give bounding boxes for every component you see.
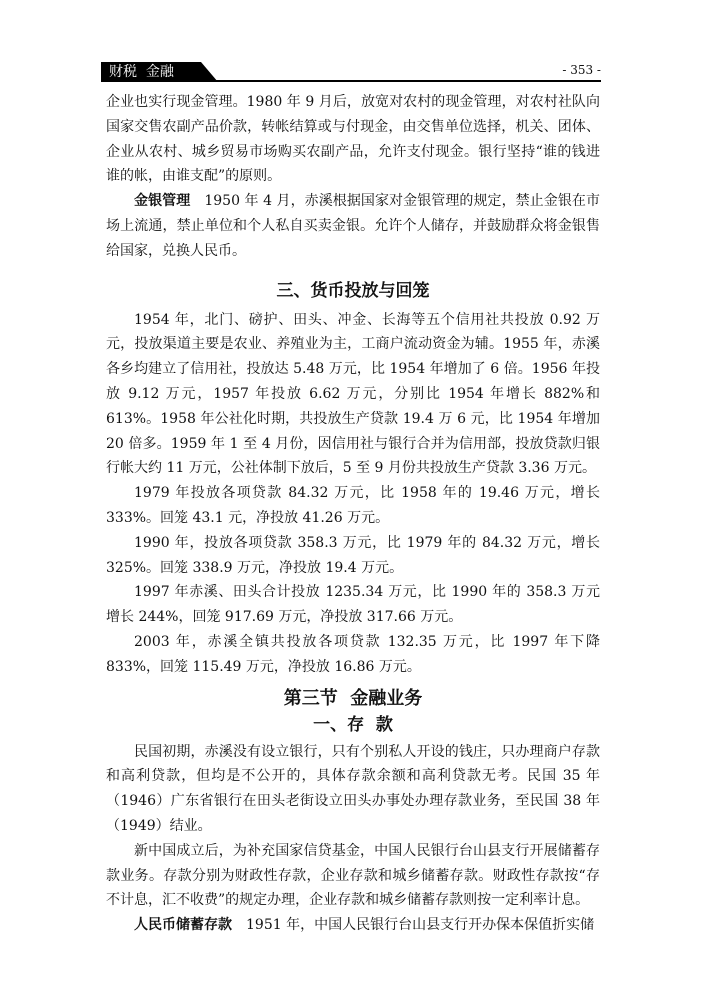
paragraph-new-china: 新中国成立后，为补充国家信贷基金，中国人民银行台山县支行开展储蓄存款业务。存款分别为财政性存款，企业存款和城乡储蓄存款。财政性存款按“存不计息，汇不收费”的规定办理，企业存款和城乡储蓄存款则按一定利率计息。 [106, 842, 600, 909]
term-gold-silver: 金银管理 [134, 193, 191, 210]
header-chapter-label: 财税 金融 [109, 64, 174, 80]
paragraph-1954-issue: 1954 年，北门、磅护、田头、冲金、长海等五个信用社共投放 0.92 万元，投放渠道主要是农业、养殖业为主，工商户流动资金为辅。1955 年，赤溪各乡均建立了信用社，投放达 5.48 万元，比 1954 年增加了 6 倍。1956 年投放 9.12 万元，1957 年投放 6.62 万元，分别比 1954 年增长 882%和 613%。1958 年公社化时期，共投放生产贷款 19.4 万 6 元，比 1954 年增加 20 倍多。1959 年 1 至 4 月份，因信用社与银行合并为信用部，投放贷款归银行帐大约 11 万元，公社体制下放后，5 至 9 月份共投放生产贷款 3.36 万元。 [106, 311, 600, 477]
page-body [106, 90, 600, 938]
paragraph-gold-silver-text: 1950 年 4 月，赤溪根据国家对金银管理的规定，禁止金银在市场上流通，禁止单位和个人私自买卖金银。允许个人储存，并鼓励群众将金银售给国家，兑换人民币。 [106, 193, 601, 259]
paragraph-1990-issue: 1990 年，投放各项贷款 358.3 万元，比 1979 年的 84.32 万元，增长 325%。回笼 338.9 万元，净投放 19.4 万元。 [106, 534, 600, 576]
heading-currency-issue: 三、货币投放与回笼 [276, 280, 430, 301]
paragraph-cash-management: 企业也实行现金管理。1980 年 9 月后，放宽对农村的现金管理，对农村社队向国家交售农副产品价款，转帐结算或与付现金，由交售单位选择，机关、团体、企业从农村、城乡贸易市场购买农副产品，允许支付现金。银行坚持“谁的钱进谁的帐，由谁支配”的原则。 [106, 94, 600, 185]
paragraph-rmb-savings [106, 913, 600, 938]
page-number: - 353 - [562, 63, 601, 77]
subsection-title: 一、存 款 [313, 714, 393, 735]
paragraph-gold-silver [106, 189, 600, 263]
running-header [101, 62, 601, 82]
term-rmb-savings: 人民币储蓄存款 [134, 917, 232, 934]
paragraph-1997-issue: 1997 年赤溪、田头合计投放 1235.34 万元，比 1990 年的 358.3 万元增长 244%，回笼 917.69 万元，净投放 317.66 万元。 [106, 584, 600, 626]
paragraph-2003-issue: 2003 年，赤溪全镇共投放各项贷款 132.35 万元，比 1997 年下降 833%，回笼 115.49 万元，净投放 16.86 万元。 [106, 633, 600, 675]
paragraph-rmb-savings-text: 1951 年，中国人民银行台山县支行开办保本保值折实储 [232, 917, 595, 934]
paragraph-1979-issue: 1979 年投放各项贷款 84.32 万元，比 1958 年的 19.46 万元，增长 333%。回笼 43.1 元，净投放 41.26 万元。 [106, 485, 600, 526]
paragraph-republic-era: 民国初期，赤溪没有设立银行，只有个别私人开设的钱庄，只办理商户存款和高利贷款，但均是不公开的，具体存款余额和高利贷款无考。民国 35 年（1946）广东省银行在田头老街设立田头办事处办理存款业务，至民国 38 年（1949）结业。 [106, 743, 600, 834]
header-rule [201, 80, 601, 82]
section-title: 第三节 金融业务 [283, 687, 423, 709]
